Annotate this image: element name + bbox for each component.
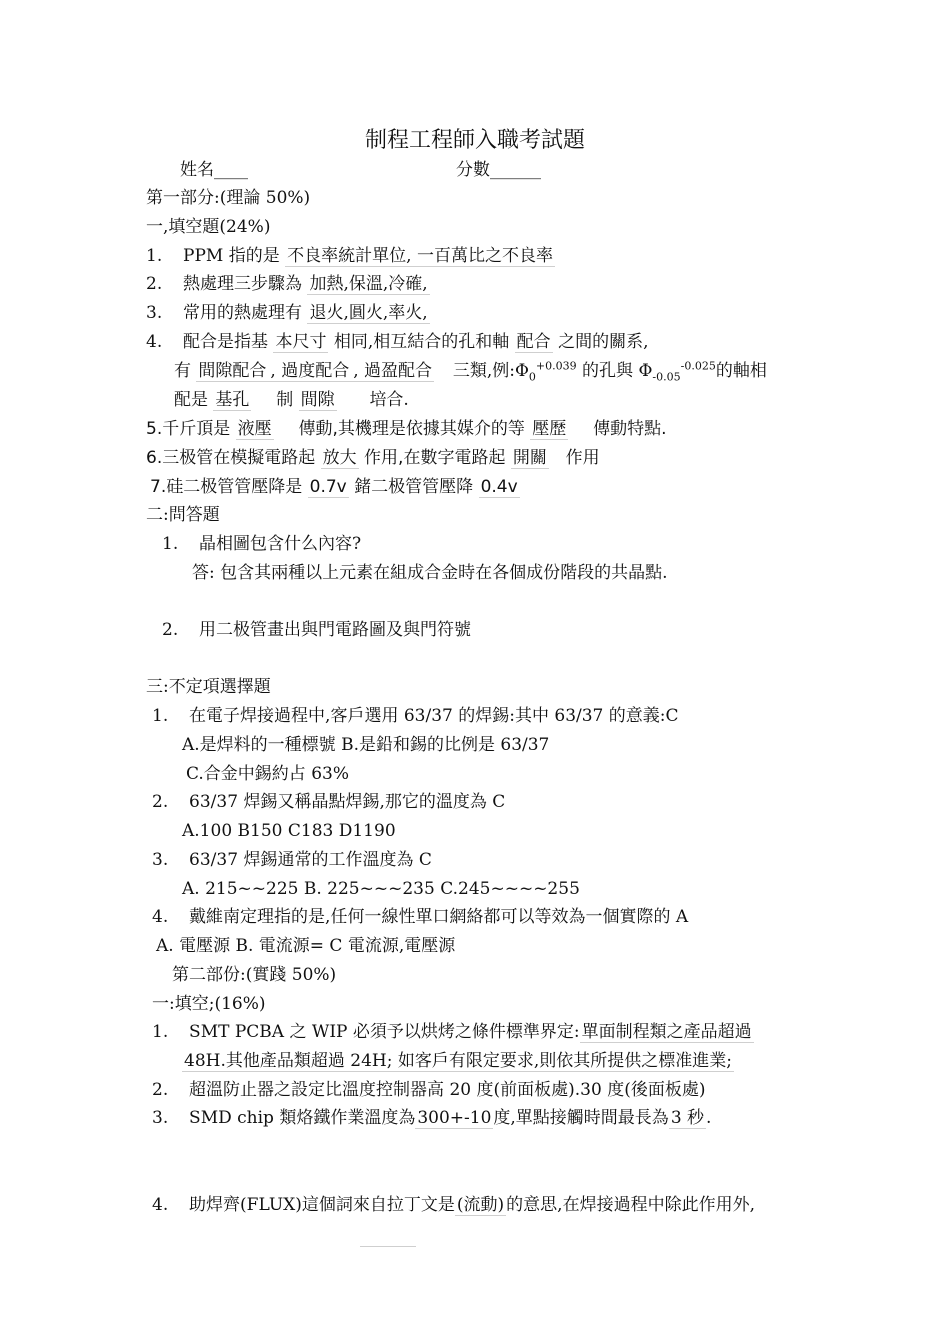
question-text: 培合. (369, 390, 409, 410)
question-text: 的意思,在焊接過程中除此作用外, (506, 1195, 755, 1215)
answer-text: 3 秒 (670, 1108, 705, 1128)
answer-text: 配合 (516, 332, 551, 352)
question-text: 的軸相 (715, 361, 767, 381)
question-text: 有 (174, 361, 191, 381)
choice-q4-options: A. 電壓源 B. 電流源= C 電流源,電壓源 (156, 936, 456, 956)
question-number: 4. (152, 1195, 169, 1215)
question-text: 63/37 焊錫又稱晶點焊錫,那它的溫度為 C (189, 792, 506, 812)
choice-q1 (152, 704, 679, 728)
answer-text: 壓歷 (532, 419, 567, 439)
answer-text: 48H.其他產品類超過 24H; 如客戶有限定要求,則依其所提供之標准進業; (184, 1051, 732, 1071)
page-title: 制程工程師入職考試題 (364, 128, 585, 153)
choice-q3-options: A. 215~~225 B. 225~~~235 C.245~~~~255 (182, 879, 580, 899)
question-number: 2. (152, 792, 169, 812)
answer-text: 單面制程類之產品超過 (581, 1022, 752, 1042)
part1-heading: 第一部分:(理論 50%) (146, 188, 311, 208)
qa-section-heading: 二:問答題 (146, 505, 220, 525)
answer-text: 開關 (512, 448, 547, 468)
question-text: PPM 指的是 (183, 246, 280, 266)
question-text: 鍺二极管管壓降 (354, 477, 474, 497)
part2-fill-q3 (152, 1106, 711, 1130)
question-text: 助焊齊(FLUX)這個詞來自拉丁文是 (189, 1195, 455, 1215)
question-text: 戴維南定理指的是,任何一線性單口網絡都可以等效為一個實際的 A (189, 907, 689, 927)
score-field-label: 分數______ (456, 160, 541, 180)
fill-q6 (146, 446, 600, 470)
question-text: SMD chip 類烙鐵作業溫度為 (189, 1108, 416, 1128)
fill-q5 (146, 417, 666, 441)
answer-text: 間隙 (300, 390, 335, 410)
answer-text: 基孔 (215, 390, 250, 410)
question-number: 1. (162, 534, 179, 554)
choice-q2-options: A.100 B150 C183 D1190 (182, 821, 396, 841)
part2-fill-heading: 一:填空;(16%) (152, 994, 266, 1014)
name-field-label: 姓名____ (180, 160, 248, 180)
question-text: 的孔與 Φ (582, 361, 653, 381)
hole-tolerance-lower: 0 (528, 370, 536, 384)
answer-text: 間隙配合 (198, 361, 267, 381)
part2-fill-q1-line2 (182, 1049, 734, 1073)
choice-section-heading: 三:不定項選擇題 (146, 677, 271, 697)
answer-text: (流動) (456, 1195, 505, 1215)
answer-text: 0.7v (309, 477, 347, 497)
answer-text: 放大 (322, 448, 357, 468)
question-text: 超溫防止器之設定比溫度控制器高 20 度(前面板處).30 度(後面板處) (189, 1080, 706, 1100)
fill-section-heading: 一,填空題(24%) (146, 217, 271, 237)
answer-text: 不良率統計單位, 一百萬比之不良率 (287, 246, 553, 266)
question-text: 三類,例:Φ (452, 361, 529, 381)
question-number: 2. (162, 620, 179, 640)
fill-q3 (146, 301, 430, 325)
question-number: 3. (146, 303, 163, 323)
choice-q1-options-ab: A.是焊料的一種標號 B.是鉛和錫的比例是 63/37 (182, 735, 550, 755)
part2-heading: 第二部份:(實踐 50%) (172, 965, 337, 985)
answer-text: 300+-10 (417, 1108, 492, 1128)
qa-q1-answer: 答: 包含其兩種以上元素在組成合金時在各個成份階段的共晶點. (192, 563, 668, 583)
part2-fill-q2 (152, 1078, 705, 1102)
choice-q1-option-c: C.合金中錫約占 63% (186, 764, 349, 784)
question-text: 7.硅二极管管壓降是 (150, 477, 303, 497)
answer-text: 液壓 (237, 419, 272, 439)
question-text: 之間的關系, (558, 332, 649, 352)
answer-text: 退火,圓火,率火, (309, 303, 428, 323)
question-text: 作用,在數字電路起 (364, 448, 506, 468)
question-text: 用二极管畫出與門電路圖及與門符號 (199, 620, 472, 640)
fill-q4-line1 (146, 330, 648, 354)
question-text: 配合是指基 (183, 332, 269, 352)
question-text: 度,單點接觸時間最長為 (493, 1108, 669, 1128)
question-text: 作用 (565, 448, 600, 468)
answer-text: , 過盈配合 (353, 361, 433, 381)
question-text: 傳動特點. (593, 419, 667, 439)
question-text: SMT PCBA 之 WIP 必須予以烘烤之條件標準界定: (189, 1022, 580, 1042)
qa-q2 (162, 618, 471, 642)
answer-text: , 過度配合 (270, 361, 350, 381)
question-text: 5.千斤頂是 (146, 419, 231, 439)
part2-fill-q4 (152, 1193, 755, 1217)
question-text: 配是 (174, 390, 208, 410)
question-number: 2. (152, 1080, 169, 1100)
question-number: 3. (152, 850, 169, 870)
question-number: 1. (152, 706, 169, 726)
question-text: 6.三极管在模擬電路起 (146, 448, 316, 468)
question-text: 制 (276, 390, 294, 410)
choice-q4 (152, 905, 688, 929)
answer-text: 加熱,保溫,冷確, (309, 274, 428, 294)
qa-q1 (162, 532, 361, 556)
question-number: 1. (152, 1022, 169, 1042)
shaft-tolerance-upper: -0.025 (680, 359, 716, 373)
answer-blank-line (360, 1246, 416, 1247)
question-text: 63/37 焊錫通常的工作溫度為 C (189, 850, 432, 870)
question-text: 熱處理三步驟為 (183, 274, 303, 294)
question-number: 4. (146, 332, 163, 352)
hole-tolerance-upper: +0.039 (535, 359, 577, 373)
question-number: 3. (152, 1108, 169, 1128)
question-text: 相同,相互結合的孔和軸 (333, 332, 510, 352)
question-text: 晶相圖包含什么內容? (199, 534, 362, 554)
answer-text: 本尺寸 (275, 332, 327, 352)
question-text: 常用的熱處理有 (183, 303, 303, 323)
question-number: 4. (152, 907, 169, 927)
question-text: . (706, 1108, 712, 1128)
question-number: 1. (146, 246, 163, 266)
question-number: 2. (146, 274, 163, 294)
choice-q3 (152, 848, 432, 872)
question-text: 傳動,其機理是依據其媒介的等 (298, 419, 525, 439)
fill-q4-line2 (174, 359, 767, 383)
question-text: 在電子焊接過程中,客戶選用 63/37 的焊錫:其中 63/37 的意義:C (189, 706, 679, 726)
fill-q4-line3 (174, 388, 409, 412)
fill-q1 (146, 244, 555, 268)
shaft-tolerance-lower: -0.05 (652, 370, 681, 384)
fill-q2 (146, 272, 430, 296)
part2-fill-q1 (152, 1020, 754, 1044)
answer-text: 0.4v (480, 477, 518, 497)
fill-q7 (150, 475, 520, 499)
choice-q2 (152, 790, 505, 814)
